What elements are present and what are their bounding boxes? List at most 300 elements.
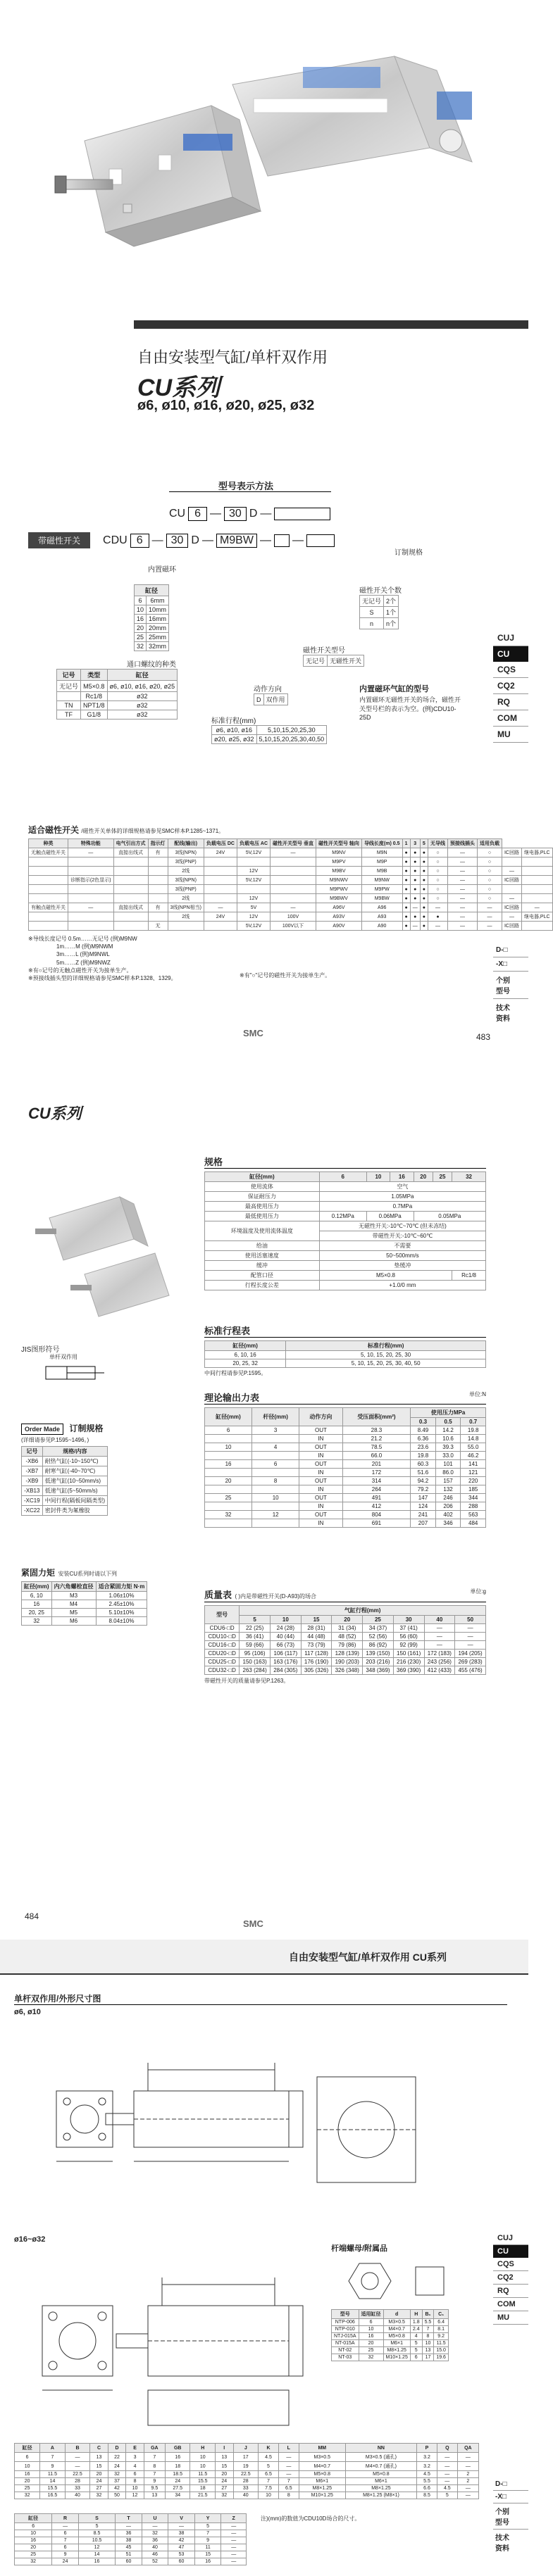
torque-cell: M5 <box>51 1609 96 1617</box>
switch-cell: ● <box>402 876 410 885</box>
fit-row <box>332 2326 449 2333</box>
std-stroke-cell: 20, 25, 32 <box>205 1359 286 1368</box>
theory-cell: 10 <box>252 1494 299 1502</box>
switch-cell: 3线(NPN) <box>168 876 204 885</box>
weight-cell: CDU10-□D <box>205 1633 240 1641</box>
switch-cell: ● <box>410 848 420 857</box>
dim2-cell: 60 <box>116 2558 142 2565</box>
switch-row <box>29 922 553 931</box>
weight-cell: 44 (48) <box>301 1633 332 1641</box>
fit-row <box>332 2333 449 2340</box>
specs-label: 使用流体 <box>205 1182 320 1192</box>
side-tab-individual[interactable]: 个别 型号 <box>493 2503 528 2530</box>
dim2-cell: 5 <box>78 2523 115 2530</box>
dim2-th: T <box>116 2514 142 2523</box>
thread-cell: ø32 <box>107 701 178 710</box>
fit-cell: M3×0.5 <box>383 2319 410 2326</box>
torque-cell: M6 <box>51 1617 96 1626</box>
dim2-cell: — <box>142 2523 168 2530</box>
switch-th: 磁性开关型号 垂直 <box>271 839 316 848</box>
theory-row <box>205 1469 486 1477</box>
dim1-cell: 32 <box>216 2492 234 2499</box>
theory-cell: 14.8 <box>461 1435 486 1443</box>
ordering-row2 <box>28 532 335 548</box>
dim1-cell: 7 <box>40 2453 66 2462</box>
theory-cell: 412 <box>342 1502 411 1511</box>
bore-value: 20mm <box>147 624 169 633</box>
dim1-cell: — <box>457 2462 478 2471</box>
side-tab-rq[interactable]: RQ <box>493 694 528 710</box>
theory-cell: OUT <box>299 1494 342 1502</box>
dim1-th: L <box>278 2444 299 2453</box>
specs-value: 垫缓冲 <box>319 1261 485 1271</box>
dim1-cell: 6 <box>15 2453 40 2462</box>
fit-cell: NT-015A <box>332 2340 359 2347</box>
theory-cell <box>252 1452 299 1460</box>
row2-label: 带磁性开关 <box>28 532 90 548</box>
dim1-th: J <box>233 2444 259 2453</box>
dim2-cell: 60 <box>168 2558 195 2565</box>
bore-code: 32 <box>135 642 147 651</box>
dim2-cell: 12 <box>78 2544 115 2551</box>
switch-cell <box>29 857 68 867</box>
weight-cell: — <box>455 1624 486 1633</box>
weight-tbody <box>205 1624 486 1675</box>
switch-cell <box>502 885 521 894</box>
stroke-table-title: 标准行程(mm) <box>211 717 256 725</box>
switch-cell: — <box>428 903 447 912</box>
switch-cell: 24V <box>204 848 237 857</box>
switch-cell: ○ <box>477 876 502 885</box>
specs-value: 0.05MPa <box>414 1212 485 1221</box>
switch-cell: A96V <box>316 903 361 912</box>
switch-cell: ● <box>428 912 447 922</box>
theory-cell: 33.0 <box>435 1452 461 1460</box>
switch-cell: ● <box>410 876 420 885</box>
switch-cell <box>521 894 552 903</box>
switch-cell: ● <box>402 857 410 867</box>
switch-cell: 2线 <box>168 867 204 876</box>
fit-cell: 5 <box>410 2347 422 2354</box>
weight-cell: 150 (163) <box>240 1658 271 1666</box>
switch-cell <box>148 876 168 885</box>
switch-cell: — <box>447 903 477 912</box>
weight-cell: 284 (305) <box>270 1666 301 1675</box>
theory-cell: 207 <box>411 1519 436 1528</box>
dim2-th: R <box>52 2514 79 2523</box>
switch-cell: ● <box>402 867 410 876</box>
theory-th: 动作方向 <box>299 1408 342 1426</box>
switch-cell: ○ <box>477 894 502 903</box>
theory-row <box>205 1477 486 1485</box>
dim1-row <box>15 2462 479 2471</box>
weight-cell: 128 (139) <box>332 1650 363 1658</box>
switch-cell <box>68 912 114 922</box>
switch-cell: ● <box>420 848 428 857</box>
torque-th: 适合紧固力矩 N·m <box>96 1582 147 1592</box>
row2-stroke: 30 <box>166 534 189 548</box>
switch-cell: 2线 <box>168 894 204 903</box>
dim2-cell: 46 <box>142 2551 168 2558</box>
custom-th: 记号 <box>22 1447 43 1457</box>
fit-cell: 32 <box>359 2354 383 2361</box>
row2-dash: — <box>151 534 163 546</box>
nut-drawing <box>331 2256 472 2306</box>
switch-cell: — <box>447 876 477 885</box>
switch-cell: 3线(NPN) <box>168 848 204 857</box>
switch-cell: IC回路 <box>502 922 521 931</box>
fit-cell: M10×1.25 <box>383 2354 410 2361</box>
switch-cell: — <box>204 903 237 912</box>
fit-cell: 7 <box>422 2326 434 2333</box>
switch-th: 电气引出方式 <box>113 839 148 848</box>
specs-value: 不需要 <box>319 1241 485 1251</box>
fit-cell: 8.1 <box>434 2326 449 2333</box>
std-stroke-cell: 5, 10, 15, 20, 25, 30 <box>286 1351 486 1359</box>
dim1-cell: 16 <box>15 2471 40 2478</box>
side-tab-cq2[interactable]: CQ2 <box>493 678 528 694</box>
dim1-cell: 9 <box>40 2462 66 2471</box>
theory-cell: 10 <box>205 1443 252 1452</box>
switch-cell: ○ <box>477 848 502 857</box>
dim2-cell: 5 <box>194 2523 221 2530</box>
weight-cell: 22 (25) <box>240 1624 271 1633</box>
switch-cell <box>271 894 316 903</box>
side-tab-individual[interactable]: 个别 型号 <box>493 972 528 999</box>
switch-cell: A96 <box>361 903 402 912</box>
switch-cell <box>68 885 114 894</box>
dim2-cell: 10.5 <box>78 2537 115 2544</box>
dim1-cell: — <box>457 2485 478 2492</box>
side-tab-com[interactable]: COM <box>493 2298 528 2311</box>
weight-subtitle: ( )内是带磁性开关(D-A93)的场合 <box>235 1593 317 1600</box>
dim1-cell: 24 <box>90 2478 108 2485</box>
side-tab-mu[interactable]: MU <box>493 727 528 743</box>
side-tab-cq2[interactable]: CQ2 <box>493 2271 528 2285</box>
fit-cell: 1.8 <box>410 2319 422 2326</box>
dim2-cell: 38 <box>168 2530 195 2537</box>
stroke-bore: ø20, ø25, ø32 <box>212 735 257 744</box>
row2-dash4: — <box>292 534 304 546</box>
page3-header-bar <box>0 1940 528 1975</box>
switch-cell <box>204 857 237 867</box>
dim1-cell: — <box>65 2453 90 2462</box>
row1-stroke: 30 <box>224 507 247 521</box>
dim2-th: U <box>142 2514 168 2523</box>
theory-cell: OUT <box>299 1477 342 1485</box>
weight-cell: — <box>455 1641 486 1650</box>
dim2-cell: 14 <box>78 2551 115 2558</box>
specs-label: 最高使用压力 <box>205 1202 320 1212</box>
switch-row <box>29 876 553 885</box>
hero-bores: ø6, ø10, ø16, ø20, ø25, ø32 <box>137 398 315 413</box>
theory-cell <box>252 1519 299 1528</box>
switch-cell <box>521 876 552 885</box>
fittings-section <box>331 2242 490 2361</box>
specs-th: 缸径(mm) <box>205 1172 320 1182</box>
thread-cell: G1/8 <box>81 710 108 720</box>
switch-cell: — <box>447 885 477 894</box>
side-tab-d[interactable]: D-□ <box>493 2478 528 2491</box>
side-tabs-bottom-page3 <box>493 2478 528 2555</box>
dim1-cell: 7 <box>278 2478 299 2485</box>
std-stroke-th: 标准行程(mm) <box>286 1341 486 1351</box>
torque-section <box>21 1566 169 1626</box>
dim1-cell: 6.6 <box>417 2485 437 2492</box>
dim1-th: GA <box>144 2444 165 2453</box>
side-tab-cqs[interactable]: CQS <box>493 662 528 678</box>
count-value: 1个 <box>384 607 399 618</box>
dim1-th: 缸径 <box>15 2444 40 2453</box>
fit-th: H <box>410 2310 422 2319</box>
dim1-cell: 4.5 <box>417 2471 437 2478</box>
dim1-cell: 10 <box>190 2462 216 2471</box>
switch-cell: ○ <box>428 876 447 885</box>
switch-cell: 无 <box>148 922 168 931</box>
switch-cell: M9PWV <box>316 885 361 894</box>
page1-number: 483 <box>476 1032 491 1042</box>
side-tab-cu[interactable]: CU <box>493 2245 528 2258</box>
dim2-cell: 7 <box>52 2537 79 2544</box>
weight-cell: 243 (256) <box>424 1658 455 1666</box>
switch-type-table <box>303 655 364 667</box>
custom-code: -XB6 <box>22 1457 43 1466</box>
theory-cell: 314 <box>342 1477 411 1485</box>
theory-row <box>205 1443 486 1452</box>
weight-cell: — <box>455 1633 486 1641</box>
dim1-cell: 8 <box>144 2462 165 2471</box>
bore-table-header: 缸径 <box>135 585 169 596</box>
dim-sub2: ø16~ø32 <box>14 2235 46 2244</box>
weight-th: 气缸行程(mm) <box>240 1606 486 1616</box>
side-tab-tech[interactable]: 技术 资料 <box>495 2534 509 2553</box>
switch-cell: ○ <box>428 894 447 903</box>
specs-value: 1.05MPa <box>319 1192 485 1202</box>
weight-cell: 139 (150) <box>363 1650 394 1658</box>
switch-cell: ● <box>420 857 428 867</box>
theory-cell: 39.3 <box>435 1443 461 1452</box>
switch-cell: 有 <box>148 903 168 912</box>
theory-cell: 157 <box>435 1477 461 1485</box>
switch-cell <box>148 867 168 876</box>
theory-cell <box>205 1485 252 1494</box>
theory-cell: 32 <box>205 1511 252 1519</box>
switch-cell: — <box>271 848 316 857</box>
switch-row <box>29 848 553 857</box>
dim1-cell: — <box>278 2471 299 2478</box>
thread-th: 类型 <box>81 670 108 681</box>
row2-switch: M9BW <box>216 534 257 548</box>
weight-cell: 305 (326) <box>301 1666 332 1675</box>
page2-number: 484 <box>25 1911 39 1921</box>
side-tab-d[interactable]: D-□ <box>493 943 528 957</box>
bore-table <box>134 584 169 651</box>
switch-th: 磁性开关型号 轴向 <box>316 839 361 848</box>
dim-table2-note: 注)(mm)的数值为CDU10D场合的尺寸。 <box>261 2515 361 2522</box>
switch-cell: ● <box>420 876 428 885</box>
dim1-cell: M10×1.25 <box>299 2492 345 2499</box>
dim1-th: P <box>417 2444 437 2453</box>
fit-cell: M4×0.7 <box>383 2326 410 2333</box>
side-tab-mu[interactable]: MU <box>493 2311 528 2325</box>
switch-row <box>29 857 553 867</box>
custom-desc: 低速气缸(10~50mm/s) <box>42 1476 107 1486</box>
switch-cell <box>271 857 316 867</box>
dim1-cell: 3 <box>126 2453 144 2462</box>
switch-cell: 100V <box>271 912 316 922</box>
switch-cell: ● <box>402 894 410 903</box>
switch-cell: ● <box>402 903 410 912</box>
weight-cell: 348 (369) <box>363 1666 394 1675</box>
switch-th: 种类 <box>29 839 68 848</box>
thread-cell: ø32 <box>107 710 178 720</box>
dim2-cell: 8.5 <box>78 2530 115 2537</box>
switch-cell: — <box>477 912 502 922</box>
dim1-row <box>15 2471 479 2478</box>
switch-cell: — <box>502 912 521 922</box>
switch-cell: 5V <box>237 903 270 912</box>
theory-cell: 12 <box>252 1511 299 1519</box>
dim1-cell: 24 <box>108 2462 126 2471</box>
switch-tbody <box>29 848 553 931</box>
switch-cell: A90 <box>361 922 402 931</box>
theory-cell: 51.6 <box>411 1469 436 1477</box>
page1-logo: SMC <box>243 1028 263 1038</box>
dim1-th: QA <box>457 2444 478 2453</box>
switch-cell: ● <box>402 922 410 931</box>
dim1-cell: 32 <box>108 2471 126 2478</box>
switch-cell: — <box>447 894 477 903</box>
switch-cell: — <box>521 903 552 912</box>
theory-cell: IN <box>299 1435 342 1443</box>
dim2-row <box>15 2544 247 2551</box>
dim1-cell: — <box>437 2462 457 2471</box>
row1-suffix: D <box>249 508 258 520</box>
side-tab-cu[interactable]: CU <box>493 646 528 662</box>
fit-th: B₁ <box>422 2310 434 2319</box>
fit-cell: M6×1 <box>383 2340 410 2347</box>
dim2-th: S <box>78 2514 115 2523</box>
weight-unit: 单位:g <box>470 1588 486 1595</box>
dim1-th: B <box>65 2444 90 2453</box>
fit-cell: M8×1.25 <box>383 2347 410 2354</box>
switch-cell: — <box>477 922 502 931</box>
side-tabs-bottom-page1 <box>493 943 528 1026</box>
specs-value: 无磁性开关:-10℃~70℃ (但未冻结) <box>319 1221 485 1231</box>
dim1-cell: 11.5 <box>40 2471 66 2478</box>
custom-subtitle: (详细请参见P.1595~1496。) <box>21 1437 89 1443</box>
theory-cell: OUT <box>299 1443 342 1452</box>
specs-label: 环境温度及使用流体温度 <box>205 1221 320 1241</box>
side-tab-cuj[interactable]: CUJ <box>493 630 528 646</box>
dimension-drawing-small <box>42 2021 437 2218</box>
theory-cell: 491 <box>342 1494 411 1502</box>
specs-th: 25 <box>433 1172 452 1182</box>
fit-cell: 4 <box>410 2333 422 2340</box>
theory-cell: 172 <box>342 1469 411 1477</box>
switch-cell <box>148 885 168 894</box>
dim1-cell: M6×1 <box>345 2478 416 2485</box>
custom-desc: 耐热气缸(-10~150℃) <box>42 1457 107 1466</box>
dim1-cell: 20 <box>15 2478 40 2485</box>
dim2-th: V <box>168 2514 195 2523</box>
theory-table <box>204 1407 486 1528</box>
bore-value: 10mm <box>147 605 169 615</box>
side-tab-com[interactable]: COM <box>493 710 528 727</box>
torque-cell: 1.06±10% <box>96 1592 147 1600</box>
dimension-drawing-large <box>28 2249 324 2439</box>
theory-cell: 25 <box>205 1494 252 1502</box>
theory-cell: 19.8 <box>461 1426 486 1435</box>
weight-cell: 92 (99) <box>393 1641 424 1650</box>
theory-section <box>204 1390 486 1528</box>
side-tab-cqs[interactable]: CQS <box>493 2258 528 2271</box>
side-tab-x[interactable]: -X□ <box>493 2491 528 2503</box>
theory-title: 理论输出力表 <box>204 1393 260 1403</box>
theory-cell: 86.0 <box>435 1469 461 1477</box>
custom-desc: 耐寒气缸(-40~70℃) <box>42 1466 107 1476</box>
torque-subtitle: 安装CU系列时请以下列 <box>58 1571 118 1577</box>
custom-desc: 低速气缸(5~50mm/s) <box>42 1486 107 1496</box>
order-notes: 订制规格 <box>394 549 423 557</box>
bore-value: 25mm <box>147 633 169 642</box>
switch-cell <box>29 867 68 876</box>
switch-cell <box>521 867 552 876</box>
switch-cell: — <box>428 922 447 931</box>
fit-row <box>332 2347 449 2354</box>
weight-row <box>205 1650 486 1658</box>
theory-row <box>205 1511 486 1519</box>
dim-title: 单杆双作用/外形尺寸图 <box>14 1992 507 2005</box>
specs-value: 带磁性开关:-10℃~60℃ <box>319 1231 485 1241</box>
weight-cell: 190 (203) <box>332 1658 363 1666</box>
switch-cell: ○ <box>428 848 447 857</box>
dim1-cell: — <box>278 2453 299 2462</box>
switch-th: 适用负载 <box>477 839 502 848</box>
theory-row <box>205 1519 486 1528</box>
dim1-cell: 15 <box>216 2462 234 2471</box>
thread-table-title: 通口螺纹的种类 <box>127 661 176 669</box>
count-code: 无记号 <box>360 596 384 607</box>
torque-th: 内六角螺栓直径 <box>51 1582 96 1592</box>
weight-row <box>205 1666 486 1675</box>
theory-cell: 246 <box>435 1494 461 1502</box>
switch-cell <box>68 922 114 931</box>
weight-row <box>205 1658 486 1666</box>
side-tab-rq[interactable]: RQ <box>493 2285 528 2298</box>
dim2-cell: 32 <box>142 2530 168 2537</box>
side-tab-tech[interactable]: 技术 资料 <box>496 1005 510 1023</box>
dim2-cell: 9 <box>194 2537 221 2544</box>
switch-cell: 12V <box>237 867 270 876</box>
hero-series-name: CU系列 <box>137 375 220 401</box>
fit-cell: 2.4 <box>410 2326 422 2333</box>
switch-cell: — <box>68 903 114 912</box>
switch-cell: 3线(PNP) <box>168 857 204 867</box>
fit-cell: 5 <box>410 2340 422 2347</box>
switch-cell: ● <box>420 867 428 876</box>
theory-cell <box>205 1452 252 1460</box>
custom-section <box>21 1422 162 1516</box>
theory-cell: 10.6 <box>435 1435 461 1443</box>
theory-row <box>205 1435 486 1443</box>
switch-cell <box>113 885 148 894</box>
side-tab-cuj[interactable]: CUJ <box>493 2232 528 2245</box>
fit-cell: 8 <box>422 2333 434 2340</box>
ordering-row1 <box>169 507 330 521</box>
side-tab-x[interactable]: -X□ <box>493 957 528 972</box>
dim1-cell: — <box>457 2492 478 2499</box>
